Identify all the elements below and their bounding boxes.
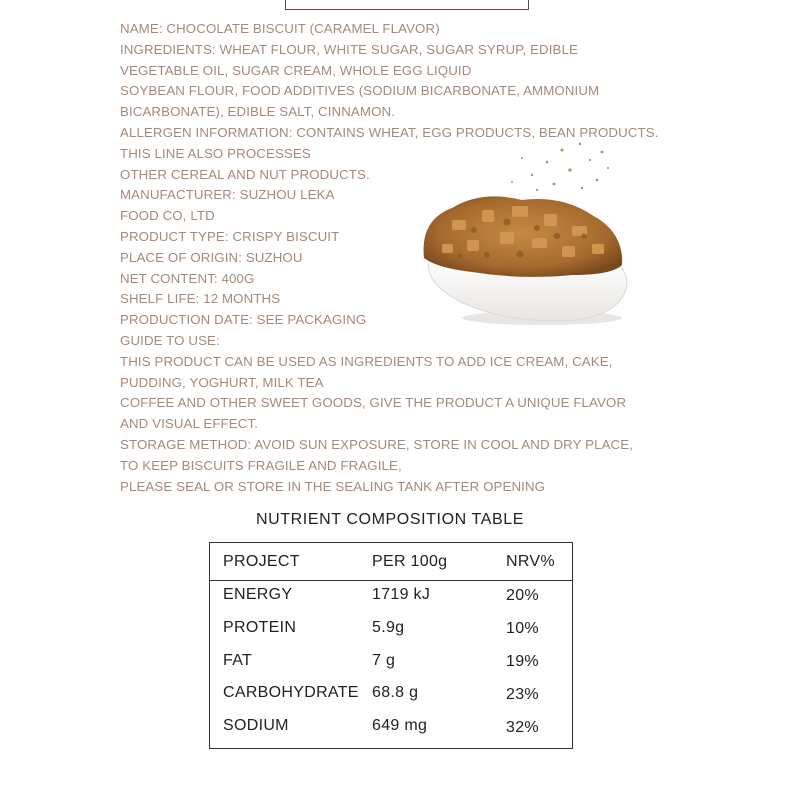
product-info-line: FOOD CO, LTD bbox=[120, 208, 215, 224]
product-info-line: INGREDIENTS: WHEAT FLOUR, WHITE SUGAR, SUGAR SYRUP, EDIBLE bbox=[120, 41, 578, 57]
row-carbohydrate-name: CARBOHYDRATE bbox=[223, 684, 359, 701]
row-sodium-nrv: 32% bbox=[506, 719, 539, 736]
product-info-line: OTHER CEREAL AND NUT PRODUCTS. bbox=[120, 166, 370, 182]
product-info-line: THIS LINE ALSO PROCESSES bbox=[120, 145, 311, 161]
product-info-line: PLACE OF ORIGIN: SUZHOU bbox=[120, 249, 303, 265]
product-info-line: PRODUCTION DATE: SEE PACKAGING bbox=[120, 312, 367, 328]
header-nrv: NRV% bbox=[506, 553, 555, 570]
row-fat-nrv: 19% bbox=[506, 653, 539, 670]
header-project: PROJECT bbox=[223, 553, 300, 570]
nutrient-table bbox=[209, 542, 573, 749]
nutrient-table-title: NUTRIENT COMPOSITION TABLE bbox=[255, 511, 525, 528]
header-per-100g: PER 100g bbox=[372, 553, 448, 570]
product-info-line: MANUFACTURER: SUZHOU LEKA bbox=[120, 187, 335, 203]
row-carbohydrate-value: 68.8 g bbox=[372, 684, 419, 701]
product-info-line: ALLERGEN INFORMATION: CONTAINS WHEAT, EGG PRODUCTS, BEAN PRODUCTS. bbox=[120, 124, 659, 140]
row-protein-nrv: 10% bbox=[506, 620, 539, 637]
product-info-line: SHELF LIFE: 12 MONTHS bbox=[120, 291, 281, 307]
product-info-line: TO KEEP BISCUITS FRAGILE AND FRAGILE, bbox=[120, 457, 402, 473]
row-protein-value: 5.9g bbox=[372, 619, 405, 636]
row-sodium-name: SODIUM bbox=[223, 717, 289, 734]
row-protein-name: PROTEIN bbox=[223, 619, 297, 636]
product-info-line: SOYBEAN FLOUR, FOOD ADDITIVES (SODIUM BICARBONATE, AMMONIUM bbox=[120, 83, 600, 99]
product-info-line: AND VISUAL EFFECT. bbox=[120, 416, 258, 432]
product-info-line: PUDDING, YOGHURT, MILK TEA bbox=[120, 374, 324, 390]
table-header-divider bbox=[210, 580, 572, 581]
row-energy-nrv: 20% bbox=[506, 587, 539, 604]
product-info-line: PLEASE SEAL OR STORE IN THE SEALING TANK AFTER OPENING bbox=[120, 478, 546, 494]
product-info-line: PRODUCT TYPE: CRISPY BISCUIT bbox=[120, 228, 340, 244]
product-info-line: VEGETABLE OIL, SUGAR CREAM, WHOLE EGG LIQUID bbox=[120, 62, 472, 78]
product-info-line: NET CONTENT: 400G bbox=[120, 270, 255, 286]
biscuit-crumbs-dish-image bbox=[412, 140, 642, 330]
row-fat-name: FAT bbox=[223, 652, 253, 669]
product-info-line: COFFEE AND OTHER SWEET GOODS, GIVE THE PRODUCT A UNIQUE FLAVOR bbox=[120, 395, 627, 411]
product-info-line: BICARBONATE), EDIBLE SALT, CINNAMON. bbox=[120, 104, 396, 120]
row-sodium-value: 649 mg bbox=[372, 717, 428, 734]
product-info-line: THIS PRODUCT CAN BE USED AS INGREDIENTS TO ADD ICE CREAM, CAKE, bbox=[120, 353, 613, 369]
row-energy-value: 1719 kJ bbox=[372, 586, 431, 603]
top-tab-frame bbox=[285, 0, 529, 10]
product-info-line: STORAGE METHOD: AVOID SUN EXPOSURE, STORE IN COOL AND DRY PLACE, bbox=[120, 436, 634, 452]
product-info-line: GUIDE TO USE: bbox=[120, 332, 220, 348]
product-info-line: NAME: CHOCOLATE BISCUIT (CARAMEL FLAVOR) bbox=[120, 21, 440, 36]
row-fat-value: 7 g bbox=[372, 652, 396, 669]
row-energy-name: ENERGY bbox=[223, 586, 293, 603]
row-carbohydrate-nrv: 23% bbox=[506, 686, 539, 703]
